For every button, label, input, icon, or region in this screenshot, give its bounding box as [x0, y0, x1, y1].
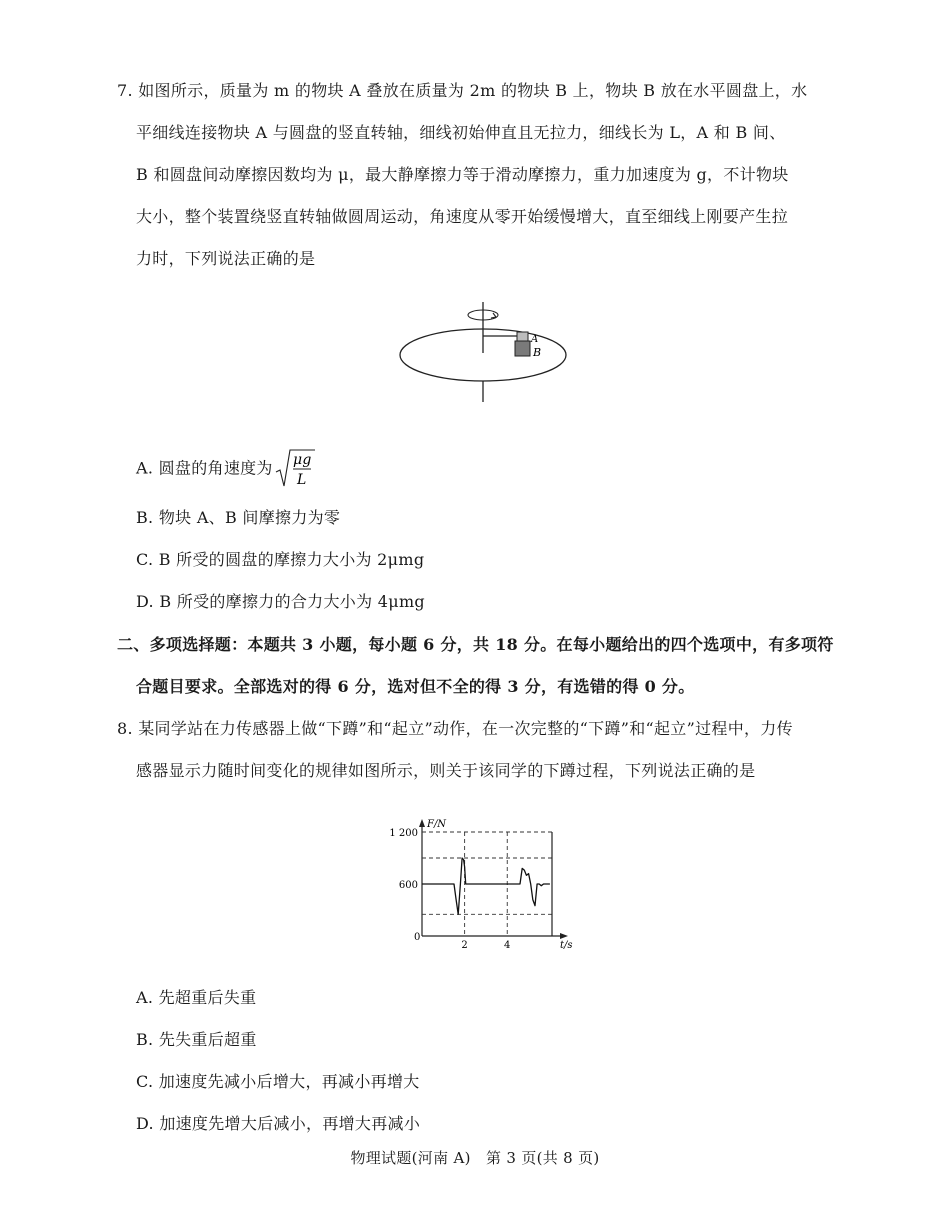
y-axis-arrow-icon — [419, 819, 425, 827]
block-b — [515, 341, 530, 356]
q7-line-2: 平细线连接物块 A 与圆盘的竖直转轴，细线初始伸直且无拉力，细线长为 L，A 和 B 间、 — [136, 123, 786, 142]
q8-line-2: 感器显示力随时间变化的规律如图所示，则关于该同学的下蹲过程，下列说法正确的是 — [136, 761, 756, 780]
q7-option-d: D. B 所受的摩擦力的合力大小为 4μmg — [136, 592, 425, 611]
x-tick-label-1: 4 — [504, 940, 511, 951]
block-a-label: A — [531, 334, 539, 345]
x-tick-label-0: 2 — [461, 940, 468, 951]
q7-option-a-text: A. 圆盘的角速度为 — [136, 458, 273, 478]
x-axis-arrow-icon — [560, 933, 568, 939]
block-b-label: B — [533, 346, 542, 359]
rotation-arrow-head-icon — [491, 313, 496, 318]
q7-disc-figure — [395, 298, 575, 408]
q7-line-1: 7. 如图所示，质量为 m 的物块 A 叠放在质量为 2m 的物块 B 上，物块 B 放在水平圆盘上，水 — [117, 81, 808, 100]
origin-label: 0 — [414, 932, 421, 943]
q8-force-time-chart — [380, 812, 580, 952]
section-2-heading-line-1: 二、多项选择题：本题共 3 小题，每小题 6 分，共 18 分。在每小题给出的四个选项中，有多项符 — [117, 635, 834, 654]
q7-option-a — [136, 448, 315, 488]
fraction-numerator: μg — [292, 452, 312, 468]
q8-option-a: A. 先超重后失重 — [136, 988, 257, 1007]
section-2-heading-line-2: 合题目要求。全部选对的得 6 分，选对但不全的得 3 分，有选错的得 0 分。 — [136, 677, 695, 696]
page-footer: 物理试题(河南 A) 第 3 页(共 8 页) — [350, 1149, 600, 1167]
series-line-0 — [422, 858, 550, 914]
x-axis-label: t/s — [560, 940, 573, 951]
q7-line-4: 大小，整个装置绕竖直转轴做圆周运动，角速度从零开始缓慢增大，直至细线上刚要产生拉 — [136, 207, 789, 226]
q7-line-3: B 和圆盘间动摩擦因数均为 μ，最大静摩擦力等于滑动摩擦力，重力加速度为 g，不计物块 — [136, 165, 789, 184]
q8-line-1: 8. 某同学站在力传感器上做“下蹲”和“起立”动作，在一次完整的“下蹲”和“起立”过程中，力传 — [117, 719, 793, 738]
q8-option-b: B. 先失重后超重 — [136, 1030, 257, 1049]
q7-option-b: B. 物块 A、B 间摩擦力为零 — [136, 508, 341, 527]
fraction-denominator: L — [296, 472, 307, 488]
sqrt-expression — [275, 448, 315, 490]
q7-option-c: C. B 所受的圆盘的摩擦力大小为 2μmg — [136, 550, 425, 569]
q8-option-c: C. 加速度先减小后增大，再减小再增大 — [136, 1072, 420, 1091]
q8-option-d: D. 加速度先增大后减小，再增大再减小 — [136, 1114, 421, 1133]
block-a — [517, 332, 528, 341]
y-axis-label: F/N — [427, 819, 447, 830]
y-tick-label-2: 1 200 — [389, 828, 418, 839]
y-tick-label-1: 600 — [398, 880, 418, 891]
q7-line-5: 力时，下列说法正确的是 — [136, 249, 316, 268]
